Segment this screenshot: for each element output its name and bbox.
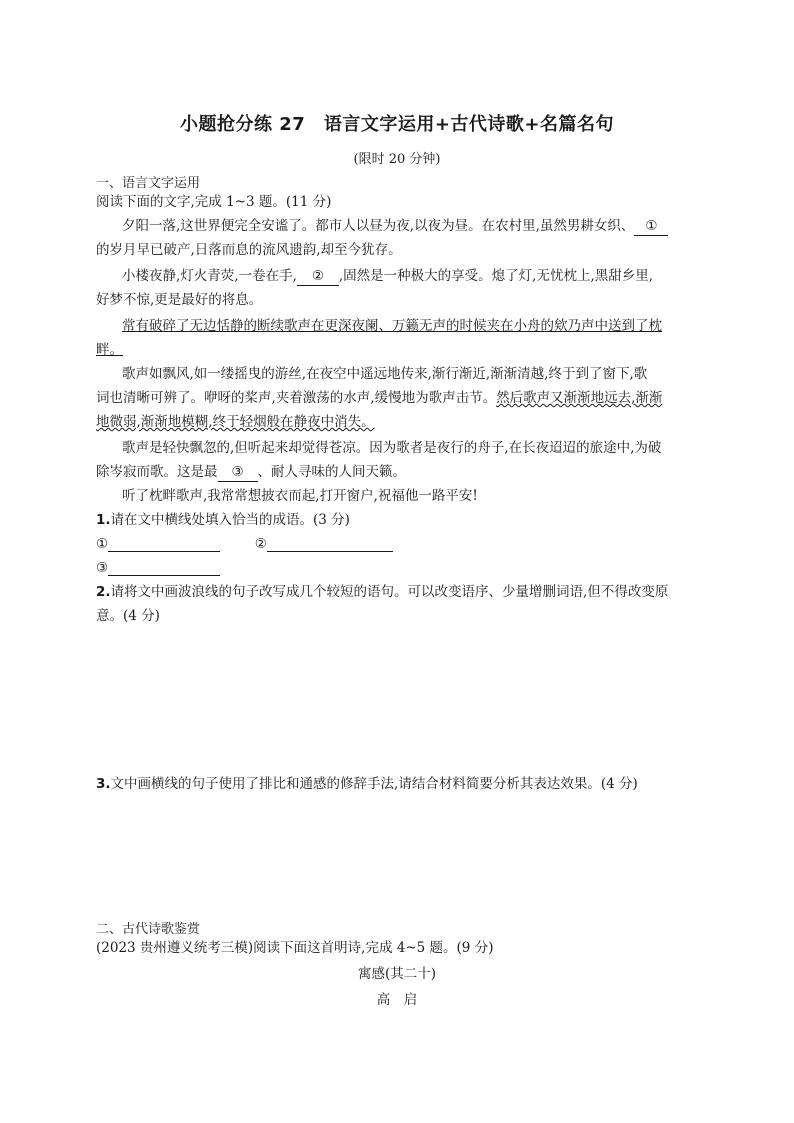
question-text: 请在文中横线处填入恰当的成语。(3 分) xyxy=(110,512,350,528)
question-text: 文中画横线的句子使用了排比和通感的修辞手法,请结合材料简要分析其表达效果。(4 分) xyxy=(110,776,638,792)
wavy-sentence-part-2: 地微弱,渐渐地模糊,终于轻烟般在静夜中消失。 xyxy=(96,414,375,430)
poem-author: 高 启 xyxy=(376,992,418,1008)
section1-intro: 阅读下面的文字,完成 1~3 题。(11 分) xyxy=(96,194,332,210)
answer-line-2[interactable] xyxy=(267,537,393,552)
section1-heading: 一、语言文字运用 xyxy=(96,176,201,191)
answer-label-1: ① xyxy=(96,536,109,552)
underlined-sentence-line-1: 常有破碎了无边恬静的断续歌声在更深夜阑、万籁无声的时候夹在小舟的欸乃声中送到了枕 xyxy=(122,318,662,334)
paragraph-6: 听了枕畔歌声,我常常想披衣而起,打开窗户,祝福他一路平安! xyxy=(122,488,478,504)
blank-2: ② xyxy=(297,267,339,286)
paragraph-4-line-1: 歌声如飘风,如一缕摇曳的游丝,在夜空中遥远地传来,渐行渐近,渐渐清越,终于到了窗下,歌 xyxy=(122,366,648,382)
paragraph-text: 、耐人寻味的人间天籁。 xyxy=(257,464,406,480)
paragraph-5-line-1: 歌声是轻快飘忽的,但听起来却觉得苍凉。因为歌者是夜行的舟子,在长夜迢迢的旅途中,为破 xyxy=(122,440,662,456)
question-number: 3. xyxy=(96,776,111,792)
section2-intro: (2023 贵州遵义统考三模)阅读下面这首明诗,完成 4~5 题。(9 分) xyxy=(96,940,494,956)
section2-heading: 二、古代诗歌鉴赏 xyxy=(96,922,201,937)
question-text: 请将文中画波浪线的句子改写成几个较短的语句。可以改变语序、少量增删词语,但不得改变原 xyxy=(110,584,669,600)
question-number: 1. xyxy=(96,512,111,528)
paragraph-text: 小楼夜静,灯火青荧,一卷在手, xyxy=(122,268,297,284)
poem-title: 寓感(其二十) xyxy=(357,966,437,982)
question-number: 2. xyxy=(96,584,111,600)
paragraph-text: 词也清晰可辨了。咿呀的桨声,夹着激荡的水声,缓慢地为歌声击节。 xyxy=(96,390,497,406)
answer-lines-1-2 xyxy=(96,532,696,556)
question-2-line-2: 意。(4 分) xyxy=(96,608,160,624)
answer-line-1[interactable] xyxy=(108,537,220,552)
time-limit: (限时 20 分钟) xyxy=(353,152,441,167)
underlined-sentence-line-2: 畔。 xyxy=(96,342,123,358)
paragraph-1-line-2: 的岁月早已破产,日落而息的流风遗韵,却至今犹存。 xyxy=(96,242,402,258)
paragraph-4-line-2 xyxy=(96,386,696,410)
paragraph-2-line-2: 好梦不惊,更是最好的将息。 xyxy=(96,292,263,308)
paragraph-1-line-1 xyxy=(122,214,722,238)
paragraph-2-line-1 xyxy=(122,264,722,288)
question-1 xyxy=(96,508,696,532)
answer-label-2: ② xyxy=(254,536,267,552)
blank-1: ① xyxy=(634,217,668,236)
paragraph-text: ,固然是一种极大的享受。熄了灯,无忧枕上,黑甜乡里, xyxy=(338,268,654,284)
question-3 xyxy=(96,772,696,796)
answer-line-3[interactable] xyxy=(108,561,220,576)
blank-3: ③ xyxy=(218,463,258,482)
paragraph-4-line-3 xyxy=(96,410,696,434)
page-title: 小题抢分练 27 语言文字运用+古代诗歌+名篇名句 xyxy=(180,114,614,135)
answer-label-3: ③ xyxy=(96,560,109,576)
question-2-line-1 xyxy=(96,580,696,604)
answer-line-row-3 xyxy=(96,556,696,580)
paragraph-text: 夕阳一落,这世界便完全安谧了。都市人以昼为夜,以夜为昼。在农村里,虽然男耕女织、 xyxy=(122,218,635,234)
wavy-sentence-part-1: 然后歌声又渐渐地远去,渐渐 xyxy=(496,390,663,406)
paragraph-5-line-2 xyxy=(96,460,696,484)
paragraph-text: 除岑寂而歌。这是最 xyxy=(96,464,218,480)
